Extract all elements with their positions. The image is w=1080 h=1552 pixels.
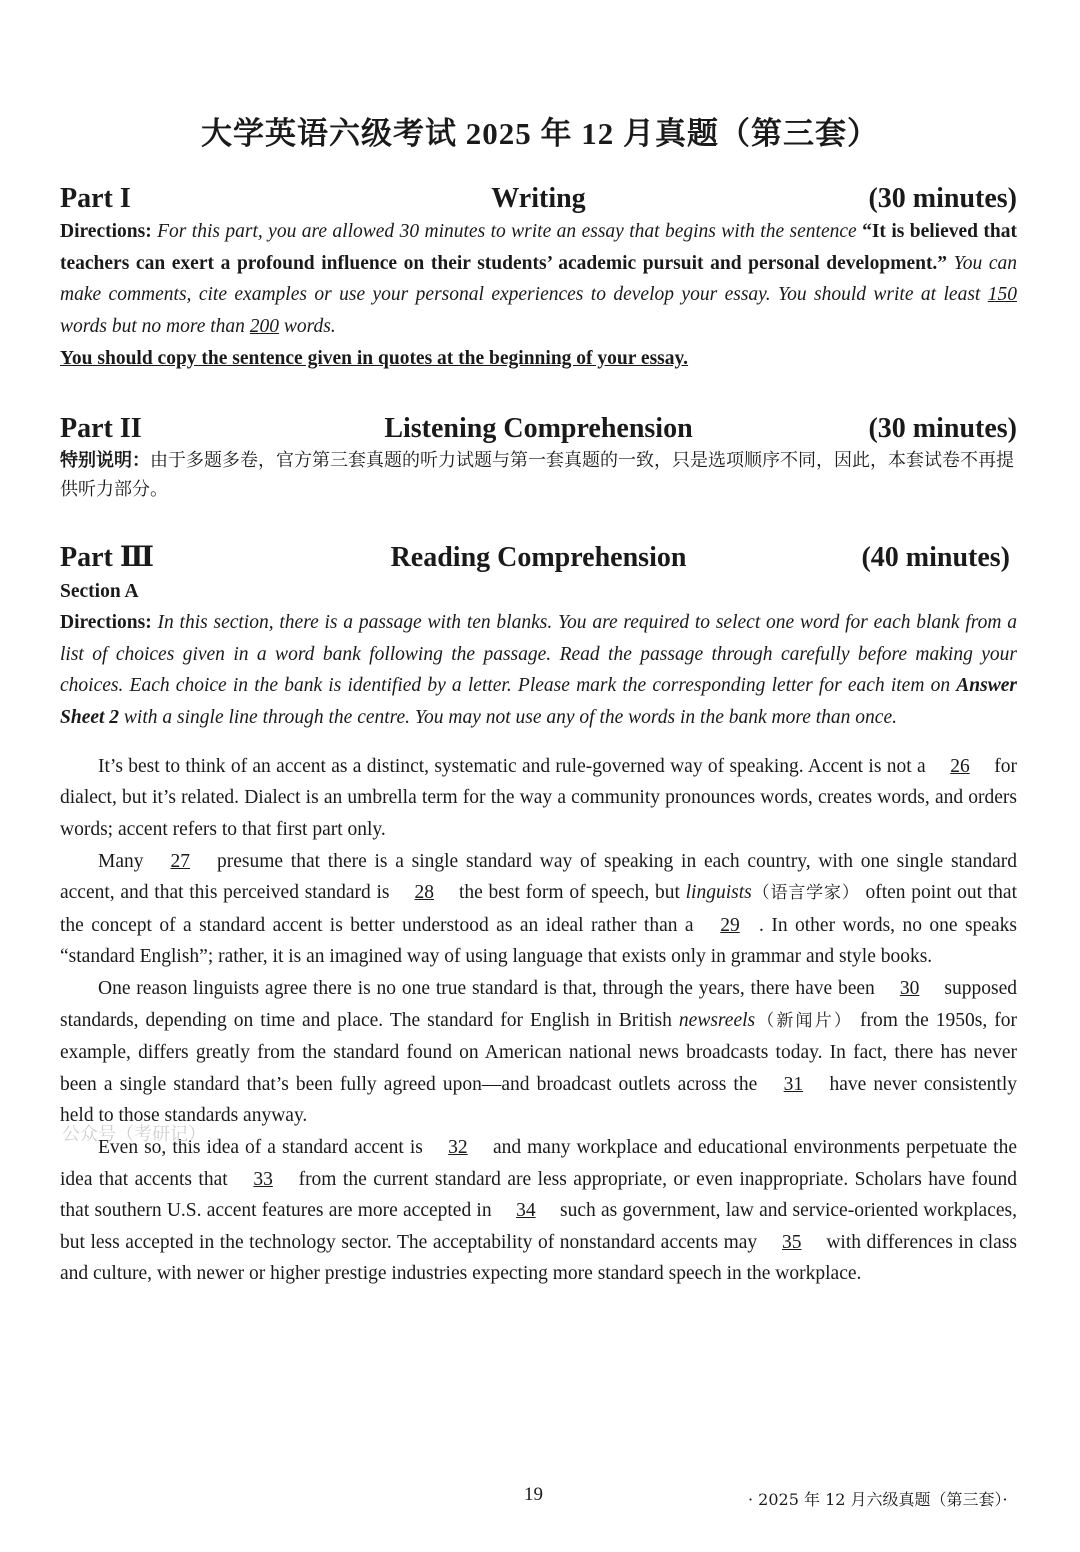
blank-28: 28	[414, 882, 434, 904]
text-segment: from the 1950s, for example, differs greatly from the standard found on American national news broadcasts today. In fact, there has never been a single standard that’s been fully agreed upon—and broadcast outlets across the	[60, 1009, 1017, 1095]
text-segment: with a single line through the centre. You may not use any of the words in the bank more than once.	[119, 707, 897, 729]
text-segment: from the current standard are less appropriate, or even inappropriate. Scholars have found that southern U.S. accent features are more accepted in	[60, 1168, 1017, 1222]
running-title: · 2025 年 12 月六级真题（第三套）·	[748, 1490, 1008, 1509]
text-segment: and many workplace and educational environments perpetuate the idea that accents that	[60, 1136, 1018, 1190]
text-segment: with differences in class and culture, with newer or higher prestige industries expecting more standard speech in the workplace.	[60, 1231, 1017, 1285]
blank-34: 34	[516, 1200, 536, 1222]
blank-33: 33	[253, 1168, 273, 1190]
part-time: (30 minutes)	[868, 183, 1017, 214]
part-1-header	[60, 182, 1017, 216]
text-segment: （新闻片）	[755, 1010, 853, 1031]
passage-paragraph	[60, 751, 1017, 846]
text-segment: newsreels	[678, 1009, 756, 1031]
reading-passage	[60, 751, 1017, 1290]
writing-directions	[60, 216, 1017, 343]
part-time: (40 minutes)	[861, 542, 1010, 573]
part-2	[60, 412, 1017, 504]
text-segment: have never consistently held to those standards anyway.	[60, 1073, 1017, 1127]
text-segment: In this section, there is a passage with ten blanks. You are required to select one word for each blank from a list of choices given in a word bank following the passage. Read the passage through carefully before making your choices. Each choice in the bank is identified by a letter. Please mark the corresponding letter for each item on	[60, 612, 1018, 697]
blank-27: 27	[170, 850, 190, 872]
text-segment: Many	[98, 850, 152, 872]
part-label: Part Ⅲ	[60, 542, 154, 573]
part-name: Reading Comprehension	[390, 542, 687, 573]
text-segment: Directions:	[60, 221, 158, 242]
text-segment: such as government, law and service-oriented workplaces, but less accepted in the technology sector. The acceptability of nonstandard accents may	[60, 1200, 1017, 1253]
exam-title: 大学英语六级考试 2025 年 12 月真题（第三套）	[201, 116, 879, 151]
section-a-heading: Section A	[60, 581, 139, 602]
text-segment: words.	[279, 316, 336, 338]
text-segment: the best form of speech, but	[453, 882, 686, 904]
part-2-header	[60, 412, 1017, 446]
text-segment: For this part, you are allowed 30 minutes to write an essay that begins with the sentence	[157, 221, 863, 242]
part-label: Part I	[60, 183, 131, 214]
note-text: 由于多题多卷，官方第三套真题的听力试题与第一套真题的一致，只是选项顺序不同，因此，本套试卷不再提供听力部分。	[60, 450, 1014, 500]
listening-note	[60, 446, 1017, 504]
text-segment: Answer Sheet 2	[60, 675, 1017, 729]
watermark: 公众号（考研记）	[62, 1124, 206, 1145]
text-segment: You can make comments, cite examples or use your personal experiences to develop your essay. You should write at least	[60, 252, 1017, 306]
blank-29: 29	[720, 914, 740, 936]
blank-31: 31	[783, 1073, 804, 1095]
text-segment: . In other words, no one speaks “standard English”; rather, it is an imagined way of using language that exists only in grammar and style books.	[60, 914, 1017, 968]
note-label: 特别说明：	[60, 450, 150, 471]
part-3-header	[60, 541, 1017, 575]
passage-paragraph	[60, 1132, 1017, 1290]
text-segment: Directions:	[60, 612, 158, 633]
writing-note: You should copy the sentence given in quotes at the beginning of your essay.	[60, 347, 689, 369]
text-segment: linguists	[685, 882, 752, 904]
part-1	[60, 182, 1017, 374]
text-segment: Even so, this idea of a standard accent is	[98, 1136, 429, 1158]
blank-26: 26	[950, 755, 970, 777]
text-segment: often point out that the concept of a standard accent is better understood as an ideal rather than a	[60, 882, 1018, 936]
reading-directions	[60, 607, 1017, 734]
page-number: 19	[524, 1484, 543, 1505]
passage-paragraph	[60, 846, 1017, 973]
text-segment: It’s best to think of an accent as a distinct, systematic and rule-governed way of speaking. Accent is not a	[98, 755, 931, 777]
part-label: Part II	[60, 413, 142, 444]
part-name: Writing	[491, 183, 586, 214]
passage-paragraph	[60, 973, 1017, 1132]
text-segment: One reason linguists agree there is no one true standard is that, through the years, there have been	[98, 977, 881, 999]
part-name: Listening Comprehension	[384, 413, 693, 444]
blank-30: 30	[899, 977, 920, 999]
text-segment: “It is believed that teachers can exert a profound influence on their students’ academic pursuit and personal development.”	[60, 221, 1017, 274]
text-segment: 150	[987, 284, 1017, 306]
text-segment: （语言学家）	[751, 883, 860, 904]
text-segment: words but no more than	[60, 316, 250, 338]
part-3	[60, 541, 1017, 1290]
blank-35: 35	[782, 1231, 802, 1253]
text-segment: presume that there is a single standard way of speaking in each country, with one single standard accent, and that this perceived standard is	[60, 850, 1018, 904]
text-segment: 200	[249, 316, 280, 338]
text-segment: for dialect, but it’s related. Dialect is an umbrella term for the way a community pronounces words, creates words, and orders words; accent refers to that first part only.	[60, 755, 1017, 840]
text-segment: supposed standards, depending on time and place. The standard for English in British	[60, 977, 1017, 1031]
blank-32: 32	[448, 1136, 468, 1158]
part-time: (30 minutes)	[868, 413, 1017, 444]
